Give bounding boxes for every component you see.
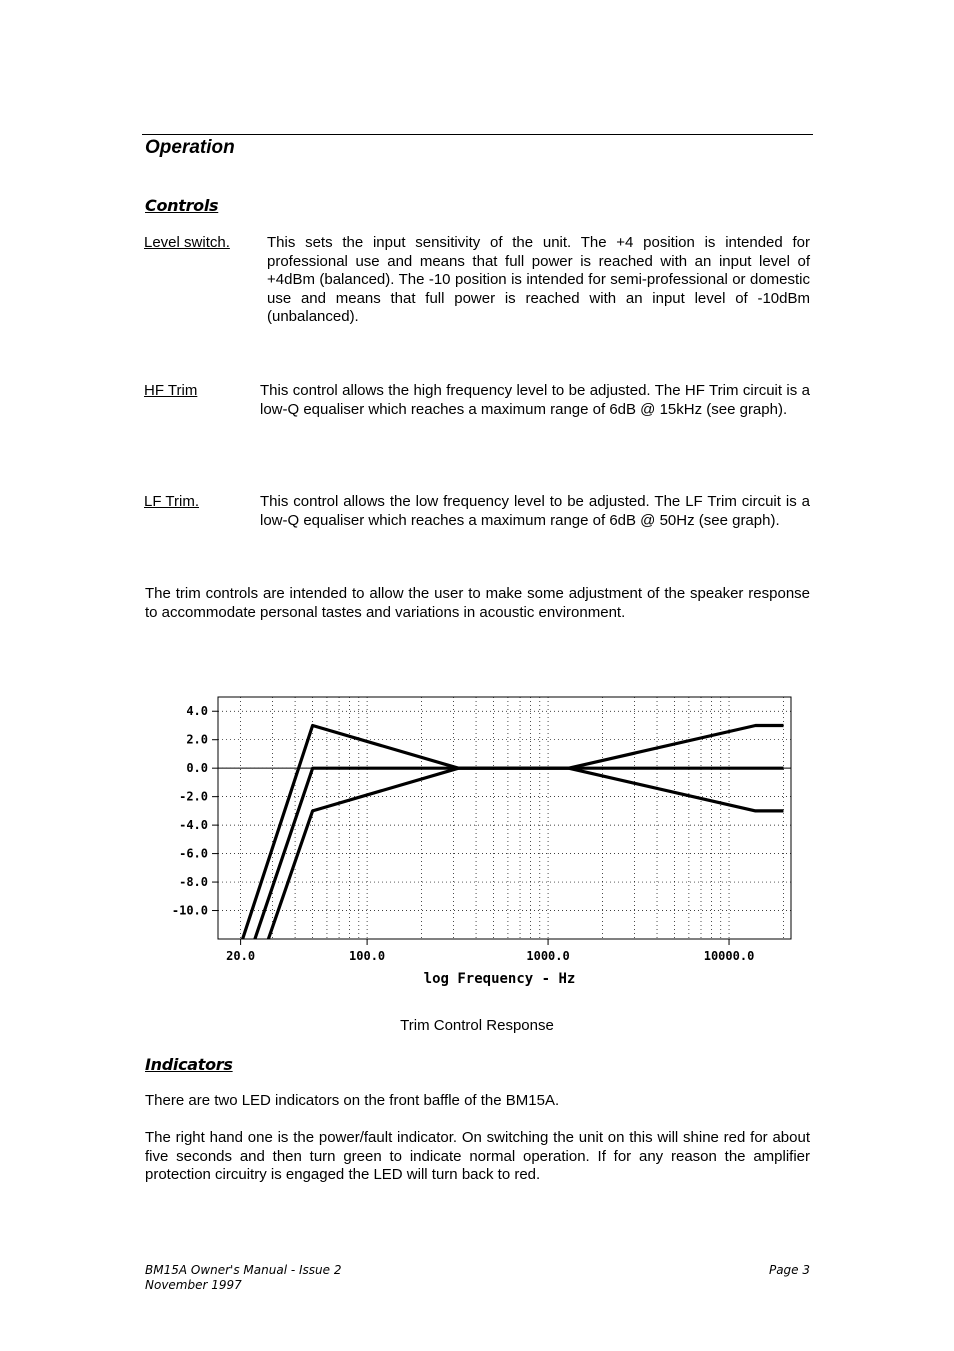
y-tick-label: -4.0 bbox=[179, 818, 208, 833]
section-title: Operation bbox=[145, 137, 235, 158]
lf-trim-description: This control allows the low frequency level to be adjusted. The LF Trim circuit is a low-Q equaliser which reaches a maximum range of 6dB @ 50Hz (see graph). bbox=[260, 493, 810, 529]
hf-trim-term: HF Trim bbox=[144, 382, 198, 399]
trim-summary-paragraph: The trim controls are intended to allow the user to make some adjustment of the speaker response to accommodate personal tastes and variations in acoustic environment. bbox=[145, 585, 810, 621]
controls-heading: Controls bbox=[145, 196, 219, 215]
level-switch-term: Level switch. bbox=[144, 234, 230, 251]
plot-frame bbox=[218, 697, 791, 939]
footer-manual-title: BM15A Owner's Manual - Issue 2 bbox=[145, 1263, 342, 1277]
level-switch-description: This sets the input sensitivity of the unit. The +4 position is intended for professional use and means that full power is reached with an input level of +4dBm (balanced). The -10 position is intended for semi-professional or domestic use and means that full power is reached with an input level of -10dBm (unbalanced). bbox=[267, 234, 810, 325]
trim-response-chart bbox=[140, 680, 820, 1000]
chart-caption: Trim Control Response bbox=[400, 1017, 554, 1034]
y-tick-label: 0.0 bbox=[186, 761, 208, 776]
footer-page-number: Page 3 bbox=[768, 1263, 810, 1277]
indicators-heading: Indicators bbox=[145, 1055, 233, 1074]
y-tick-label: 2.0 bbox=[186, 732, 208, 747]
y-tick-label: 4.0 bbox=[186, 704, 208, 719]
x-tick-label: 20.0 bbox=[226, 949, 256, 963]
x-tick-label: 1000.0 bbox=[526, 949, 570, 963]
indicators-paragraph-2: The right hand one is the power/fault indicator. On switching the unit on this will shine red for about five seconds and then turn green to indicate normal operation. If for any reason the amplifier protection circuitry is engaged the LED will turn back to red. bbox=[145, 1129, 810, 1183]
lf-trim-term: LF Trim. bbox=[144, 493, 199, 510]
header-rule bbox=[142, 134, 813, 135]
indicators-paragraph-1: There are two LED indicators on the front baffle of the BM15A. bbox=[145, 1092, 560, 1109]
y-tick-label: -10.0 bbox=[171, 903, 208, 918]
series-line-1 bbox=[243, 726, 784, 940]
footer-date: November 1997 bbox=[145, 1278, 242, 1292]
hf-trim-description: This control allows the high frequency level to be adjusted. The HF Trim circuit is a low-Q equaliser which reaches a maximum range of 6dB @ 15kHz (see graph). bbox=[260, 382, 810, 418]
y-tick-label: -2.0 bbox=[179, 789, 208, 804]
x-tick-label: 10000.0 bbox=[703, 949, 755, 963]
x-tick-label: 100.0 bbox=[349, 949, 386, 963]
y-tick-label: -6.0 bbox=[179, 846, 208, 861]
x-axis-label: log Frequency - Hz bbox=[423, 971, 576, 987]
y-tick-label: -8.0 bbox=[179, 875, 208, 890]
